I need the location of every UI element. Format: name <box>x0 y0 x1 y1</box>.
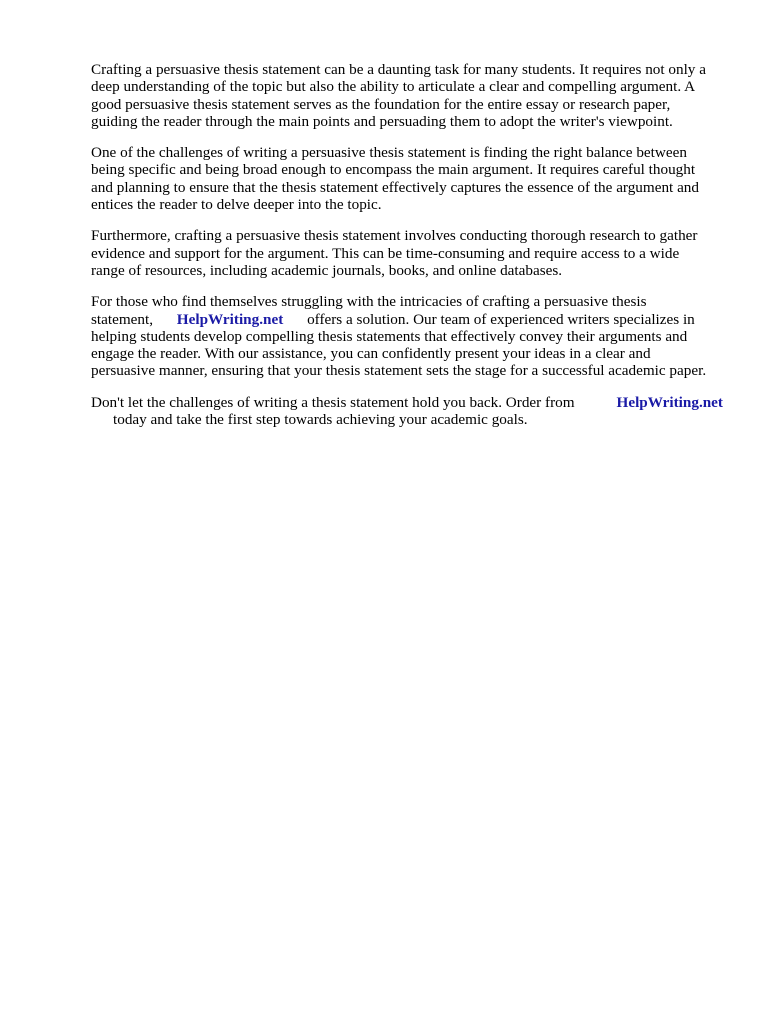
text-line: Furthermore, crafting a persuasive thesis statement involves conducting thorough research to gather <box>91 227 698 245</box>
text-line: range of resources, including academic journals, books, and online databases. <box>91 261 563 279</box>
text-line: engage the reader. With our assistance, you can confidently present your ideas in a clear and <box>91 345 651 363</box>
text-line: Crafting a persuasive thesis statement can be a daunting task for many students. It requires not only a <box>91 61 706 78</box>
text-line: entices the reader to delve deeper into the topic. <box>91 196 382 214</box>
text-line: good persuasive thesis statement serves as the foundation for the entire essay or research paper, <box>91 95 671 113</box>
text-line: For those who find themselves struggling with the intricacies of crafting a persuasive thesis <box>91 293 647 311</box>
text-line: and planning to ensure that the thesis statement effectively captures the essence of the argument and <box>91 178 699 196</box>
text-line: One of the challenges of writing a persuasive thesis statement is finding the right balance between <box>91 144 687 162</box>
document-page <box>91 61 723 442</box>
text-line: evidence and support for the argument. This can be time-consuming and require access to a wide <box>91 244 680 262</box>
text-line: persuasive manner, ensuring that your thesis statement sets the stage for a successful academic paper. <box>91 362 707 380</box>
paragraph-challenges <box>91 144 723 213</box>
paragraph-intro <box>91 61 723 130</box>
text-line: helping students develop compelling thesis statements that effectively convey their arguments and <box>91 327 688 345</box>
text-fragment: offers a solution. Our team of experienced writers specializes in <box>307 310 695 328</box>
text-line: being specific and being broad enough to encompass the main argument. It requires careful thought <box>91 161 696 179</box>
text-fragment: statement, <box>91 310 153 328</box>
text-fragment: Don't let the challenges of writing a thesis statement hold you back. Order from <box>91 393 575 411</box>
text-line: today and take the first step towards achieving your academic goals. <box>113 411 528 429</box>
helpwriting-link[interactable]: HelpWriting.net <box>616 393 723 411</box>
text-line: deep understanding of the topic but also the ability to articulate a clear and compelling argument. A <box>91 78 696 96</box>
text-line: guiding the reader through the main points and persuading them to adopt the writer's viewpoint. <box>91 112 673 130</box>
paragraph-call-to-action <box>91 394 723 429</box>
helpwriting-link[interactable]: HelpWriting.net <box>176 310 284 328</box>
paragraph-solution <box>91 293 723 379</box>
text-line-with-link <box>91 311 723 328</box>
paragraph-research <box>91 227 723 279</box>
text-line-with-link <box>91 394 723 411</box>
